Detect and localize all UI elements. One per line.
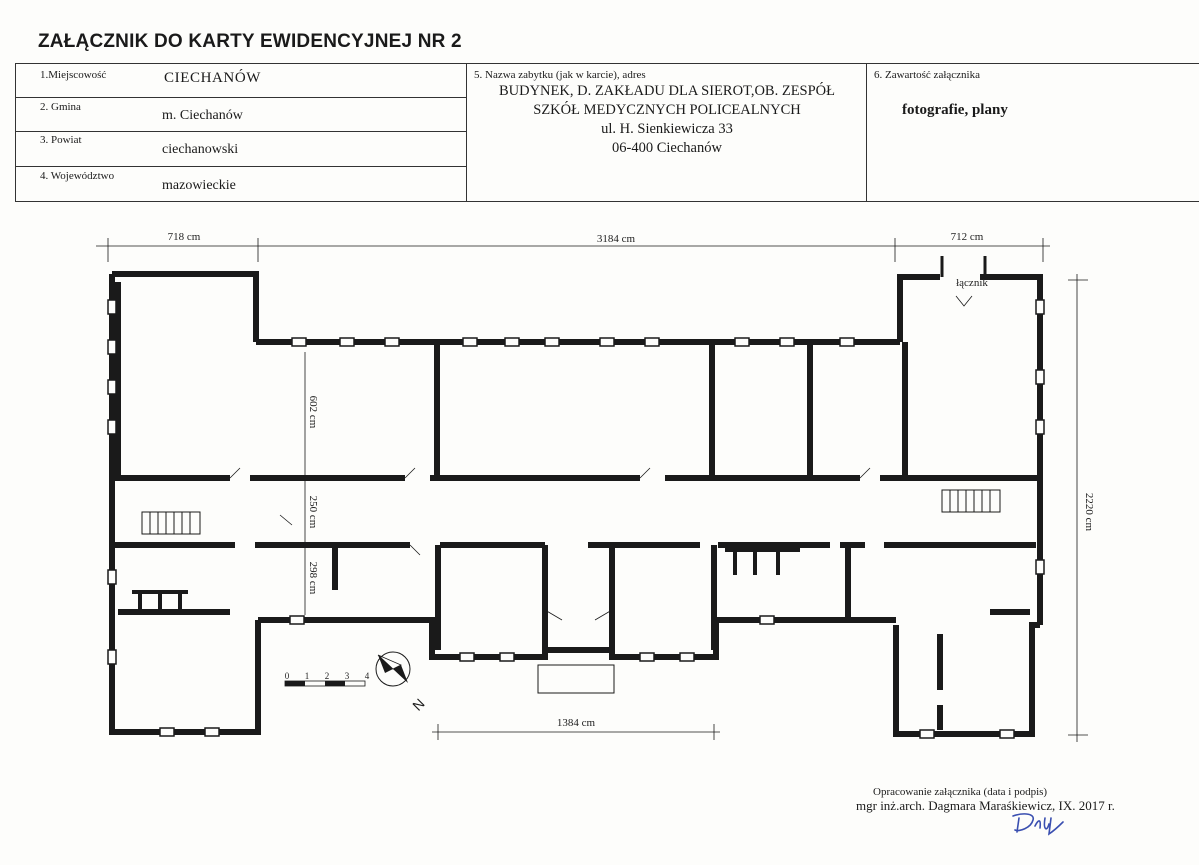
footer-note: Opracowanie załącznika (data i podpis) — [873, 786, 1048, 798]
north-arrow-icon — [376, 652, 428, 714]
field-3-label: 3. Powiat — [40, 134, 82, 146]
dim-bottom: 1384 cm — [556, 717, 596, 729]
address-postcode: 06-400 Ciechanów — [612, 140, 722, 156]
field-4-value: mazowieckie — [162, 178, 236, 193]
field-5-label: 5. Nazwa zabytku (jak w karcie), adres — [474, 69, 646, 81]
monument-line-1: BUDYNEK, D. ZAKŁADU DLA SIEROT,OB. ZESPÓŁ — [498, 83, 836, 99]
dim-back-rooms: 298 cm — [307, 561, 319, 595]
dim-total-depth: 2220 cm — [1083, 492, 1095, 532]
field-6-value: fotografie, plany — [902, 102, 1008, 118]
dim-left-wing: 718 cm — [167, 231, 201, 243]
document-title: ZAŁĄCZNIK DO KARTY EWIDENCYJNEJ NR 2 — [38, 31, 462, 52]
footer-author: mgr inż.arch. Dagmara Maraśkiewicz, IX. 2017 r. — [856, 798, 1115, 813]
field-1-value: CIECHANÓW — [164, 70, 262, 86]
address-street: ul. H. Sienkiewicza 33 — [601, 121, 733, 137]
dim-corridor: 250 cm — [307, 495, 319, 529]
connector-walls — [942, 256, 985, 277]
dim-right-wing: 712 cm — [950, 231, 984, 243]
field-2-value: m. Ciechanów — [162, 108, 243, 123]
signature-icon — [1005, 810, 1075, 840]
scale-tick-2: 2 — [324, 671, 330, 681]
scale-bar — [285, 671, 370, 686]
scale-tick-3: 3 — [344, 671, 350, 681]
field-6-label: 6. Zawartość załącznika — [874, 69, 980, 81]
connector-label: łącznik — [956, 277, 988, 289]
field-1-label: 1.Miejscowość — [40, 69, 107, 81]
field-4-label: 4. Województwo — [40, 170, 115, 182]
toilet-partitions — [132, 550, 800, 610]
field-3-value: ciechanowski — [162, 142, 239, 157]
field-2-label: 2. Gmina — [40, 101, 81, 113]
scale-tick-1: 1 — [304, 671, 310, 681]
north-letter: N — [409, 695, 428, 714]
dim-main-length: 3184 cm — [596, 233, 636, 245]
scale-tick-4: 4 — [364, 671, 370, 681]
scale-tick-0: 0 — [284, 671, 290, 681]
stairs — [142, 490, 1000, 693]
dim-room-depth: 602 cm — [307, 395, 319, 429]
monument-line-2: SZKÓŁ MEDYCZNYCH POLICEALNYCH — [533, 102, 801, 118]
